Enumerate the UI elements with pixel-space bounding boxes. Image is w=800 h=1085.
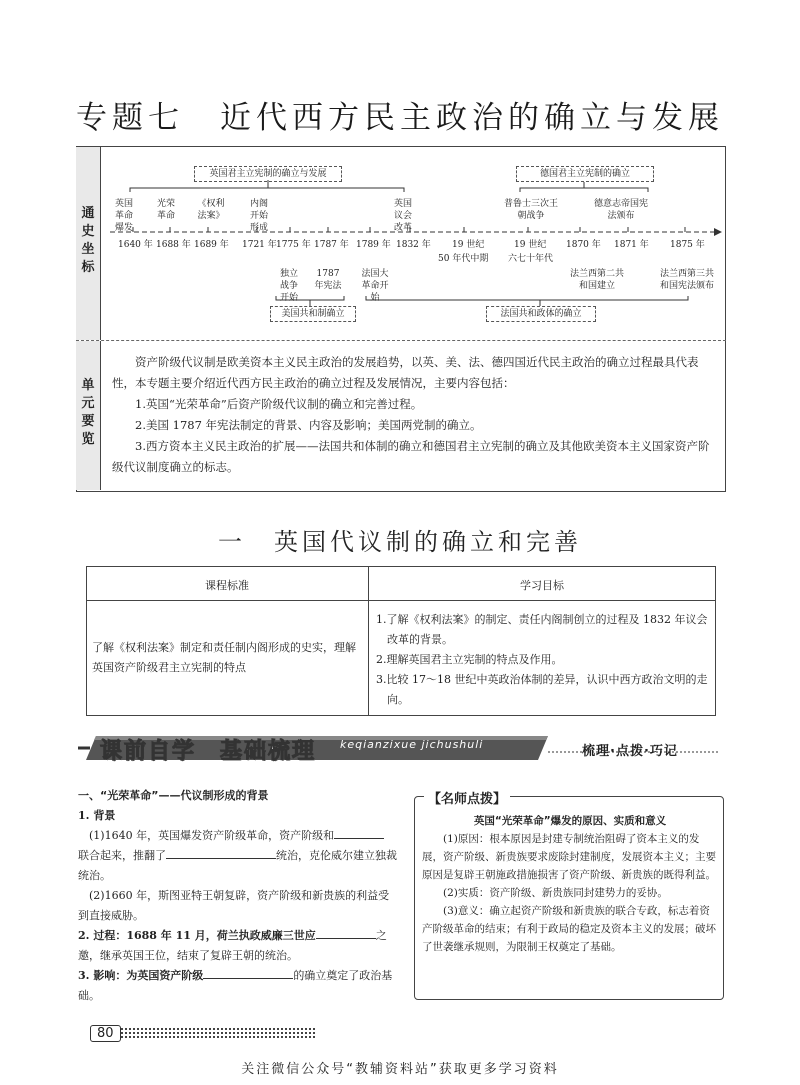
study-subheading: 1. 背景 bbox=[78, 809, 116, 822]
study-text: 统治，克伦威尔建立独裁统治。 bbox=[78, 849, 397, 882]
year-label: 1871 年 bbox=[614, 240, 649, 250]
page-title: 专题七 近代西方民主政治的确立与发展 bbox=[76, 100, 724, 136]
year-label: 19 世纪 bbox=[452, 240, 485, 250]
event-third-republic: 法兰西第三共和国宪法颁布 bbox=[659, 269, 714, 291]
overview-intro: 资产阶级代议制是欧美资本主义民主政治的发展趋势，以英、美、法、德四国近代民主政治的确立过程最具代表性，本专题主要介绍近代西方民主政治的确立过程及发展情况，主要内容包括： bbox=[112, 355, 699, 390]
tip-content bbox=[422, 812, 718, 956]
overview-label: 单元要览 bbox=[81, 378, 95, 447]
year-label: 1640 年 bbox=[118, 240, 153, 250]
tip-item: (2)实质：资产阶级、新贵族同封建势力的妥协。 bbox=[443, 887, 668, 899]
group-english-monarchy: 英国君主立宪制的确立与发展 bbox=[194, 166, 342, 182]
study-text: 联合起来，推翻了 bbox=[78, 849, 166, 862]
year-label: 1787 年 bbox=[314, 240, 349, 250]
timeline-label: 通史坐标 bbox=[81, 206, 95, 275]
year-label: 1832 年 bbox=[396, 240, 431, 250]
tip-title: 英国“光荣革命”爆发的原因、实质和意义 bbox=[473, 815, 667, 827]
event-parliament-reform: 英国议会改革 bbox=[393, 199, 412, 233]
fill-blank[interactable] bbox=[316, 926, 376, 939]
divider bbox=[76, 340, 726, 341]
event-independence-war: 独立战争开始 bbox=[279, 269, 298, 303]
year-label: 1875 年 bbox=[670, 240, 705, 250]
year-label: 1775 年 bbox=[276, 240, 311, 250]
event-bill-of-rights: 《权利法案》 bbox=[197, 199, 225, 221]
event-english-revolution: 英国革命爆发 bbox=[114, 199, 133, 233]
year-label: 1789 年 bbox=[356, 240, 391, 250]
goal-item: 3.比较 17～18 世纪中英政治体制的差异，认识中西方政治文明的走向。 bbox=[376, 673, 708, 706]
study-content bbox=[78, 786, 400, 1006]
study-text: (1)1640 年，英国爆发资产阶级革命，资产阶级和 bbox=[89, 829, 335, 842]
group-german-monarchy: 德国君主立宪制的确立 bbox=[516, 166, 654, 182]
page-number: 80 bbox=[90, 1025, 121, 1042]
overview-item: 1.英国“光荣革命”后资产阶级代议制的确立和完善过程。 bbox=[135, 397, 423, 411]
event-glorious-revolution: 光荣革命 bbox=[156, 199, 175, 221]
section-title: 一 英国代议制的确立和完善 bbox=[218, 528, 582, 556]
year-label: 1689 年 bbox=[194, 240, 229, 250]
year-label: 1688 年 bbox=[156, 240, 191, 250]
goal-item: 1.了解《权利法案》的制定、责任内阁制创立的过程及 1832 年议会改革的背景。 bbox=[376, 613, 708, 646]
overview-item: 3.西方资本主义民主政治的扩展——法国共和体制的确立和德国君主立宪制的确立及其他欧美资本主义国家资产阶级代议制度确立的标志。 bbox=[112, 439, 710, 474]
standards-header: 课程标准 bbox=[205, 579, 249, 592]
overview-item: 2.美国 1787 年宪法制定的背景、内容及影响；美国两党制的确立。 bbox=[135, 418, 482, 432]
event-german-constitution: 德意志帝国宪法颁布 bbox=[594, 199, 649, 221]
group-french-republic: 法国共和政体的确立 bbox=[486, 306, 596, 322]
banner-pinyin: keqianzixue jichushuli bbox=[340, 738, 484, 751]
year-label: 六七十年代 bbox=[508, 254, 554, 264]
study-text: 3. 影响：为英国资产阶级 bbox=[78, 969, 204, 982]
banner-right: 梳理·点拨·巧记 bbox=[582, 744, 678, 759]
fill-blank[interactable] bbox=[334, 826, 384, 839]
overview-text bbox=[112, 352, 712, 478]
tip-item: (3)意义：确立起资产阶级和新贵族的联合专政，标志着资产阶级革命的结束；有利于政局的稳定及资本主义的发展；破坏了世袭继承规则，为限制王权奠定了基础。 bbox=[422, 905, 716, 953]
footer-text: 关注微信公众号“教辅资料站”获取更多学习资料 bbox=[241, 1062, 559, 1077]
table-divider bbox=[86, 600, 716, 601]
timeline-side-column bbox=[76, 147, 101, 340]
goals-header: 学习目标 bbox=[520, 579, 564, 592]
banner-title: 课前自学 基础梳理 bbox=[100, 739, 317, 764]
year-label: 50 年代中期 bbox=[438, 254, 489, 264]
year-label: 1870 年 bbox=[566, 240, 601, 250]
fill-blank[interactable] bbox=[166, 846, 276, 859]
event-1787-constitution: 1787 年宪法 bbox=[314, 269, 342, 291]
event-cabinet: 内阁开始形成 bbox=[249, 199, 268, 233]
goal-item: 2.理解英国君主立宪制的特点及作用。 bbox=[376, 653, 563, 666]
group-us-republic: 美国共和制确立 bbox=[270, 306, 356, 322]
fill-blank[interactable] bbox=[203, 966, 293, 979]
study-heading: 一、“光荣革命”——代议制形成的背景 bbox=[78, 789, 269, 802]
overview-side-column bbox=[76, 341, 101, 490]
page-decoration bbox=[120, 1027, 315, 1039]
event-second-republic: 法兰西第二共和国建立 bbox=[569, 269, 624, 291]
study-text: (2)1660 年，斯图亚特王朝复辟，资产阶级和新贵族的利益受到直接威胁。 bbox=[78, 889, 390, 922]
standard-text: 了解《权利法案》制定和责任制内阁形成的史实，理解英国资产阶级君主立宪制的特点 bbox=[92, 641, 356, 674]
study-text: 的确立奠定了政治基础。 bbox=[78, 969, 393, 1002]
study-text: 之邀，继承英国王位，结束了复辟王朝的统治。 bbox=[78, 929, 387, 962]
year-label: 19 世纪 bbox=[514, 240, 547, 250]
event-prussia-wars: 普鲁士三次王朝战争 bbox=[504, 199, 559, 221]
year-label: 1721 年 bbox=[242, 240, 277, 250]
tip-header: 【名师点拨】 bbox=[424, 788, 510, 807]
study-text: 2. 过程：1688 年 11 月，荷兰执政威廉三世应 bbox=[78, 929, 316, 942]
event-french-revolution: 法国大革命开始 bbox=[361, 269, 389, 303]
tip-item: (1)原因：根本原因是封建专制统治阻碍了资本主义的发展，资产阶级、新贵族要求废除封建制度，发展资本主义；主要原因是复辟王朝施政措施损害了资产阶级、新贵族的既得利益。 bbox=[422, 833, 716, 881]
goals-list bbox=[376, 610, 710, 710]
